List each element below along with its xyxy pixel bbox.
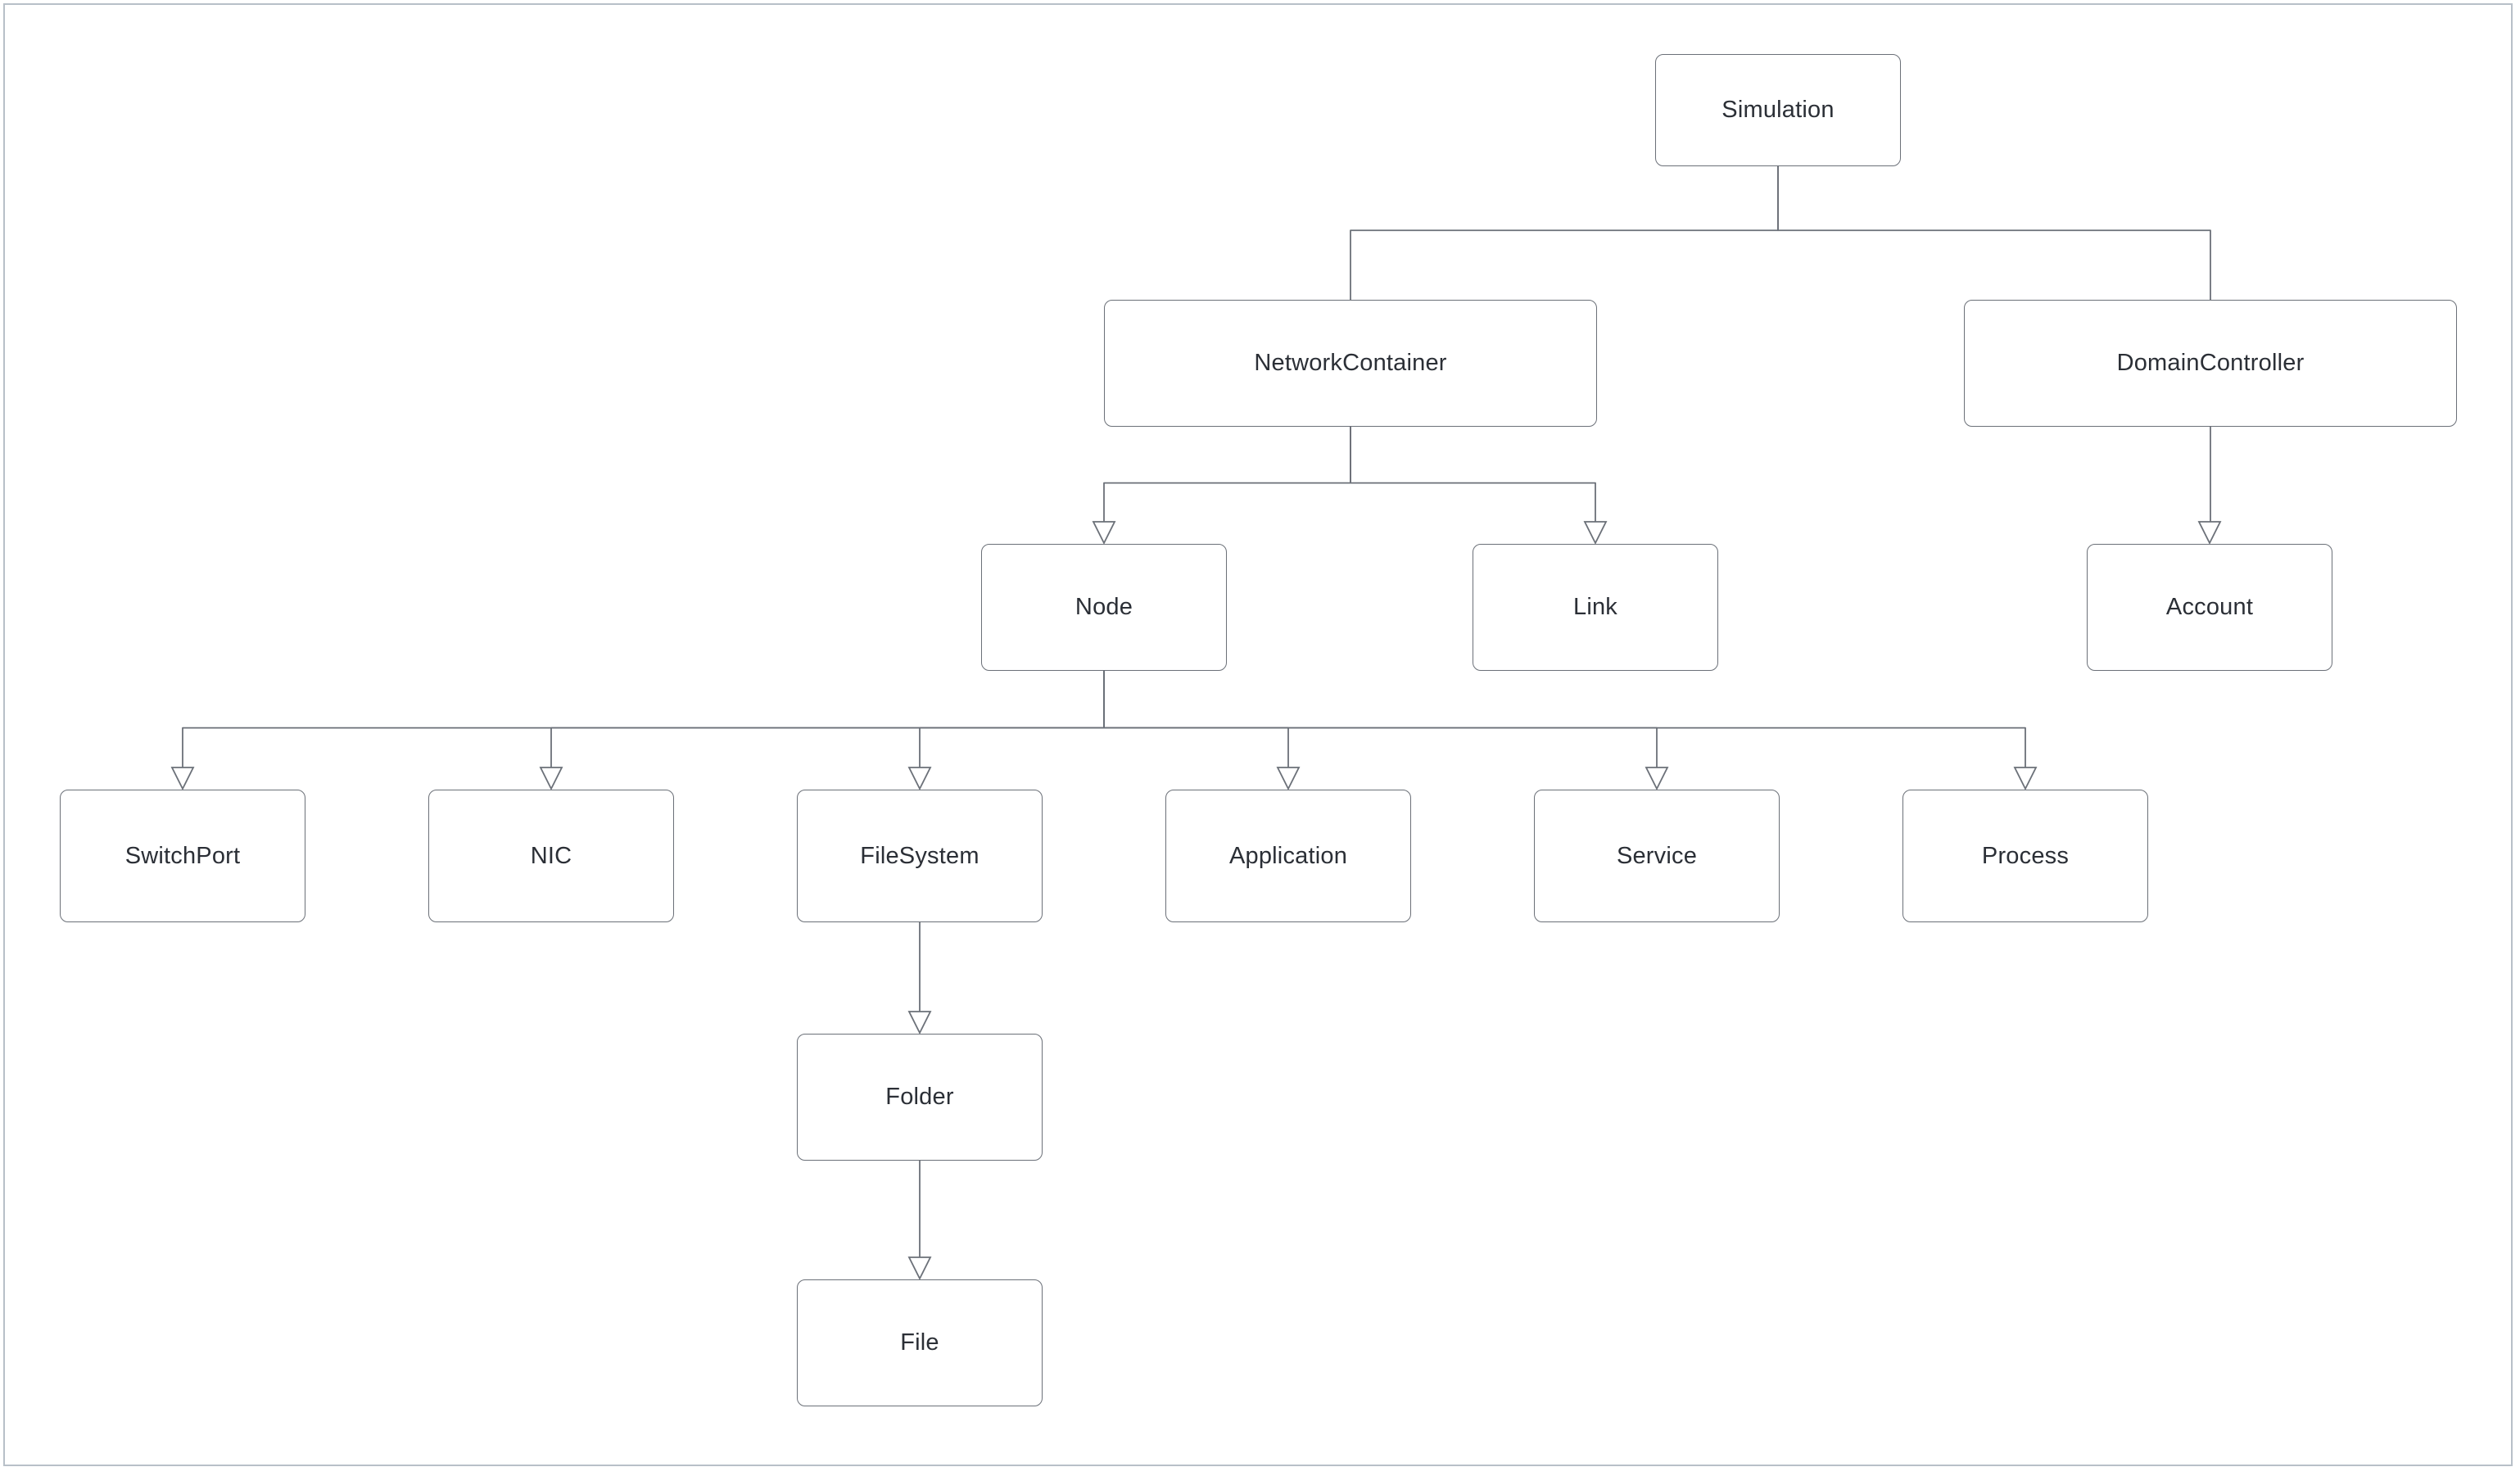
node-application[interactable]: [1165, 790, 1411, 922]
node-label: SwitchPort: [124, 842, 241, 869]
node-process[interactable]: [1902, 790, 2148, 922]
node-network_container[interactable]: [1104, 300, 1597, 427]
node-switchport[interactable]: [60, 790, 305, 922]
node-label: NetworkContainer: [1254, 350, 1447, 376]
node-label: Folder: [885, 1084, 954, 1110]
node-domain_controller[interactable]: [1964, 300, 2457, 427]
node-label: FileSystem: [860, 842, 979, 869]
node-nic[interactable]: [428, 790, 674, 922]
node-label: Link: [1573, 594, 1617, 620]
node-filesystem[interactable]: [797, 790, 1043, 922]
node-label: Account: [2165, 594, 2254, 620]
node-label: Process: [1981, 842, 2070, 869]
node-label: Node: [1075, 594, 1133, 620]
node-label: Application: [1228, 842, 1348, 869]
node-label: DomainController: [2116, 350, 2305, 376]
node-label: File: [900, 1329, 939, 1356]
node-label: NIC: [530, 842, 572, 869]
diagram-frame: [3, 3, 2513, 1466]
node-node[interactable]: [981, 544, 1227, 671]
node-label: Service: [1616, 842, 1698, 869]
node-label: Simulation: [1721, 97, 1835, 123]
node-folder[interactable]: [797, 1034, 1043, 1161]
node-file[interactable]: [797, 1279, 1043, 1406]
node-service[interactable]: [1534, 790, 1780, 922]
node-link[interactable]: [1473, 544, 1718, 671]
node-simulation[interactable]: [1655, 54, 1901, 166]
node-account[interactable]: [2087, 544, 2332, 671]
